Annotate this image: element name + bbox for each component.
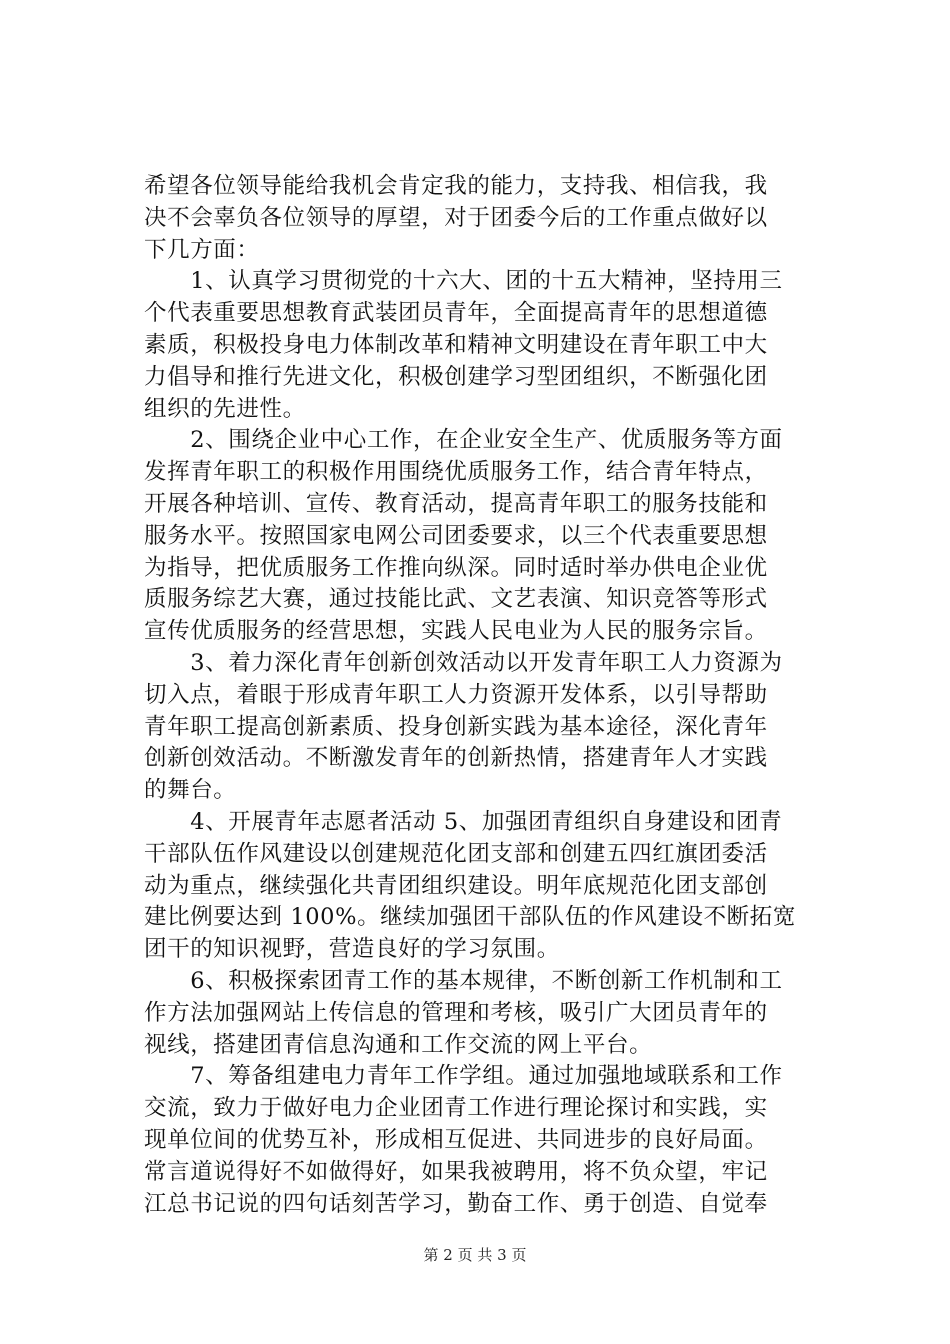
text-line: 2、围绕企业中心工作，在企业安全生产、优质服务等方面 [144, 427, 783, 454]
text-line: 现单位间的优势互补，形成相互促进、共同进步的良好局面。 [144, 1126, 768, 1153]
text-line: 7、筹备组建电力青年工作学组。通过加强地域联系和工作 [144, 1063, 783, 1090]
text-line: 3、着力深化青年创新创效活动以开发青年职工人力资源为 [144, 649, 783, 676]
text-line: 作方法加强网站上传信息的管理和考核，吸引广大团员青年的 [144, 999, 768, 1026]
text-line: 团干的知识视野，营造良好的学习氛围。 [144, 936, 560, 963]
text-line: 希望各位领导能给我机会肯定我的能力，支持我、相信我，我 [144, 173, 768, 199]
text-line: 江总书记说的四句话刻苦学习，勤奋工作、勇于创造、自觉奉 [144, 1190, 768, 1217]
text-line: 动为重点，继续强化共青团组织建设。明年底规范化团支部创 [144, 872, 768, 899]
text-line: 下几方面： [144, 236, 260, 263]
document-body [144, 171, 812, 1220]
text-line: 视线，搭建团青信息沟通和工作交流的网上平台。 [144, 1031, 653, 1058]
text-line: 宣传优质服务的经营思想，实践人民电业为人民的服务宗旨。 [144, 618, 768, 645]
text-line: 切入点，着眼于形成青年职工人力资源开发体系，以引导帮助 [144, 681, 768, 708]
text-line: 干部队伍作风建设以创建规范化团支部和创建五四红旗团委活 [144, 840, 768, 867]
text-line: 建比例要达到 100%。继续加强团干部队伍的作风建设不断拓宽 [144, 904, 796, 931]
text-line: 1、认真学习贯彻党的十六大、团的十五大精神，坚持用三 [144, 268, 783, 295]
text-line: 开展各种培训、宣传、教育活动，提高青年职工的服务技能和 [144, 490, 768, 517]
text-line: 为指导，把优质服务工作推向纵深。同时适时举办供电企业优 [144, 554, 768, 581]
text-line: 交流，致力于做好电力企业团青工作进行理论探讨和实践，实 [144, 1095, 768, 1122]
text-line: 决不会辜负各位领导的厚望，对于团委今后的工作重点做好以 [144, 204, 768, 231]
page-number-footer: 第 2 页 共 3 页 [423, 1246, 527, 1264]
text-line: 的舞台。 [144, 777, 237, 804]
text-line: 创新创效活动。不断激发青年的创新热情，搭建青年人才实践 [144, 745, 768, 772]
text-line: 服务水平。按照国家电网公司团委要求，以三个代表重要思想 [144, 522, 768, 549]
text-line: 青年职工提高创新素质、投身创新实践为基本途径，深化青年 [144, 713, 768, 740]
text-line: 4、开展青年志愿者活动 5、加强团青组织自身建设和团青 [144, 808, 783, 835]
text-line: 质服务综艺大赛，通过技能比武、文艺表演、知识竞答等形式 [144, 586, 768, 613]
text-line: 素质，积极投身电力体制改革和精神文明建设在青年职工中大 [144, 331, 768, 358]
text-line: 力倡导和推行先进文化，积极创建学习型团组织，不断强化团 [144, 363, 768, 390]
text-line: 个代表重要思想教育武装团员青年，全面提高青年的思想道德 [144, 300, 768, 327]
text-line: 6、积极探索团青工作的基本规律，不断创新工作机制和工 [144, 967, 783, 994]
text-line: 常言道说得好不如做得好，如果我被聘用，将不负众望，牢记 [144, 1158, 768, 1185]
text-line: 发挥青年职工的积极作用围绕优质服务工作，结合青年特点， [144, 459, 768, 486]
text-line: 组织的先进性。 [144, 395, 306, 422]
